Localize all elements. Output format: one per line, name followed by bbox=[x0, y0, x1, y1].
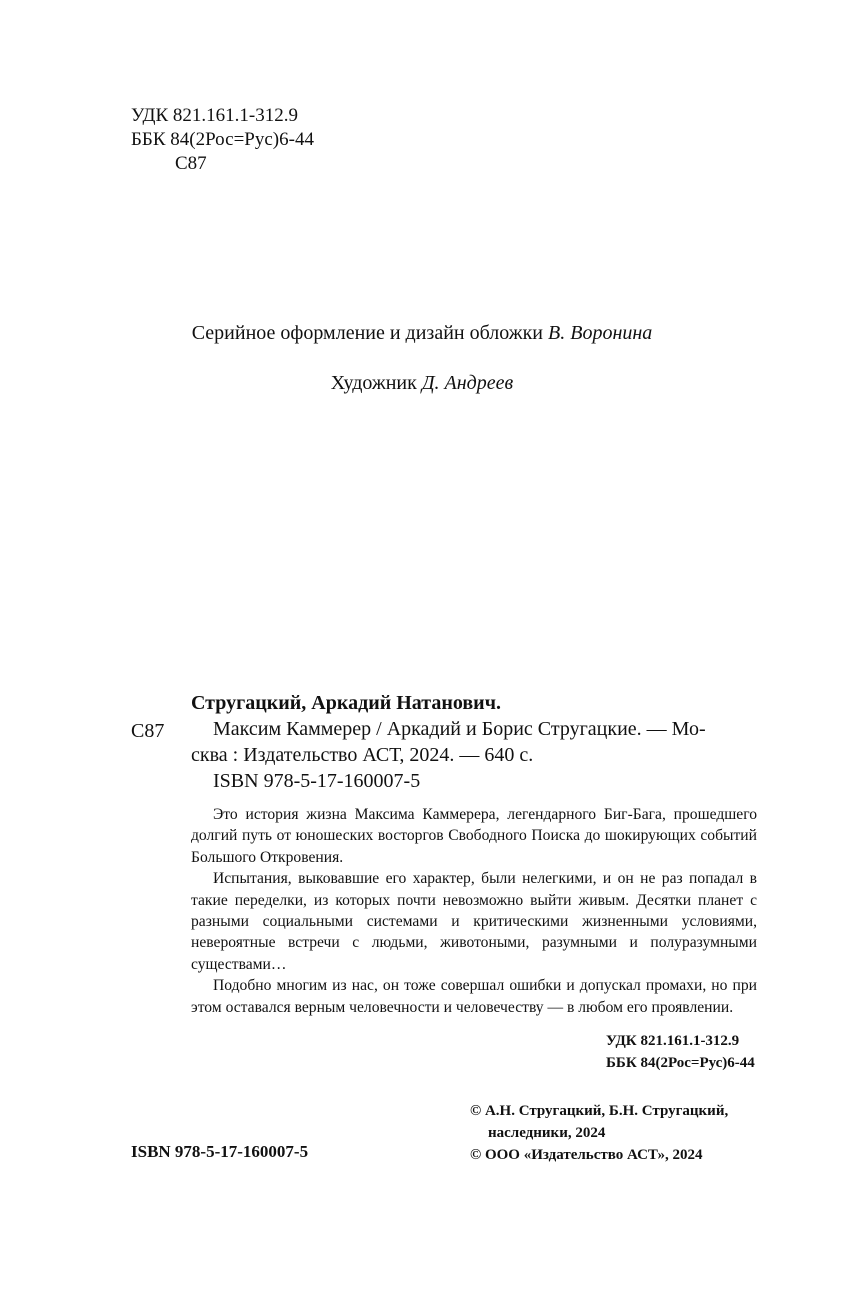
catalog-title-line2: сква : Издательство АСТ, 2024. — 640 с. bbox=[191, 744, 534, 766]
catalog-isbn: ISBN 978-5-17-160007-5 bbox=[213, 770, 421, 792]
design-credit-name: В. Воронина bbox=[548, 322, 653, 344]
annotation bbox=[191, 804, 757, 1018]
copyright-line: © ООО «Издательство АСТ», 2024 bbox=[470, 1147, 703, 1163]
annotation-paragraph: Это история жизна Максима Каммерера, легендарного Биг-Бага, прошедшего долгий путь от юношеских восторгов Свободного Поиска до шокирующих событий Большого Откровения. bbox=[191, 806, 757, 866]
design-credit bbox=[0, 322, 844, 345]
author-mark: С87 bbox=[175, 153, 207, 174]
udk-code: УДК 821.161.1-312.9 bbox=[131, 105, 298, 126]
annotation-paragraph: Подобно многим из нас, он тоже совершал ошибки и допускал промахи, но при этом оставался верным человечности и человечеству — в любом его проявлении. bbox=[191, 977, 757, 1016]
catalog-author-mark: С87 bbox=[131, 720, 165, 742]
design-credit-label: Серийное оформление и дизайн обложки bbox=[191, 322, 549, 344]
annotation-paragraph: Испытания, выковавшие его характер, были нелегкими, и он не раз попадал в такие переделки, из которых почти невозможно выйти живым. Десятки планет с разными социальными системами и критическими жизненными условиями, невероятные встречи с людьми, животоными, разумными и полуразумными существами… bbox=[191, 870, 757, 973]
udk-code-bottom: УДК 821.161.1-312.9 bbox=[606, 1033, 740, 1049]
bbk-code-bottom: ББК 84(2Рос=Рус)6-44 bbox=[606, 1055, 755, 1071]
artist-credit bbox=[0, 372, 844, 395]
copyright-line: наследники, 2024 bbox=[488, 1125, 606, 1141]
catalog-author: Стругацкий, Аркадий Натанович. bbox=[191, 692, 501, 714]
artist-credit-label: Художник bbox=[330, 372, 422, 394]
artist-credit-name: Д. Андреев bbox=[421, 372, 514, 394]
isbn-bottom: ISBN 978-5-17-160007-5 bbox=[131, 1142, 309, 1161]
catalog-title-line1: Максим Каммерер / Аркадий и Борис Стругацкие. — Мо- bbox=[213, 718, 706, 740]
bbk-code: ББК 84(2Рос=Рус)6-44 bbox=[131, 129, 314, 150]
copyright-line: © А.Н. Стругацкий, Б.Н. Стругацкий, bbox=[470, 1103, 729, 1119]
